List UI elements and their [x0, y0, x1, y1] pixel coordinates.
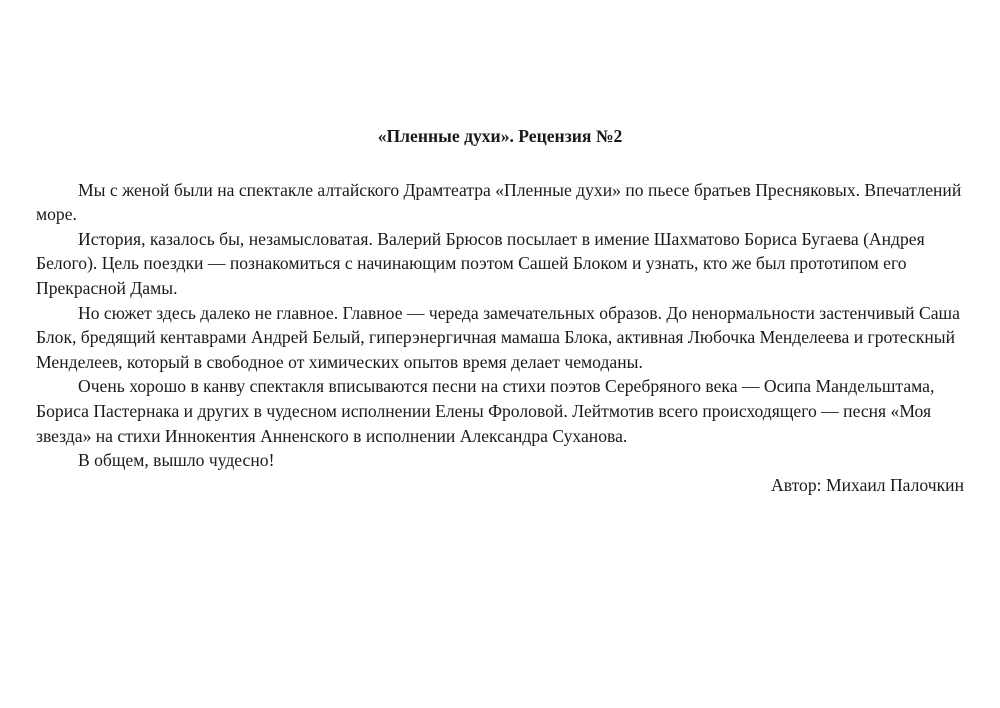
paragraph-3: Но сюжет здесь далеко не главное. Главное — череда замечательных образов. До ненормальности застенчивый Саша Блок, бредящий кентаврами Андрей Белый, гиперэнергичная мамаша Блока, активная Любочка Менделеева и гротескный Менделеев, который в свободное от химических опытов время делает чемоданы. [36, 302, 960, 372]
paragraph-5: В общем, вышло чудесно! [78, 450, 275, 471]
author-signature: Автор: Михаил Палочкин [771, 474, 964, 495]
paragraph-1: Мы с женой были на спектакле алтайского Драмтеатра «Пленные духи» по пьесе братьев Пресняковых. Впечатлений море. [36, 179, 962, 225]
paragraph-4: Очень хорошо в канву спектакля вписываются песни на стихи поэтов Серебряного века — Осипа Мандельштама, Бориса Пастернака и других в чудесном исполнении Елены Фроловой. Лейтмотив всего происходящего — песня «Моя звезда» на стихи Иннокентия Анненского в исполнении Александра Суханова. [36, 376, 935, 446]
paragraph-2: История, казалось бы, незамысловатая. Валерий Брюсов посылает в имение Шахматово Бориса Бугаева (Андрея Белого). Цель поездки — познакомиться с начинающим поэтом Сашей Блоком и узнать, кто же был прототипом его Прекрасной Дамы. [36, 228, 925, 298]
document-page [36, 124, 964, 497]
document-title: «Пленные духи». Рецензия №2 [377, 126, 623, 146]
